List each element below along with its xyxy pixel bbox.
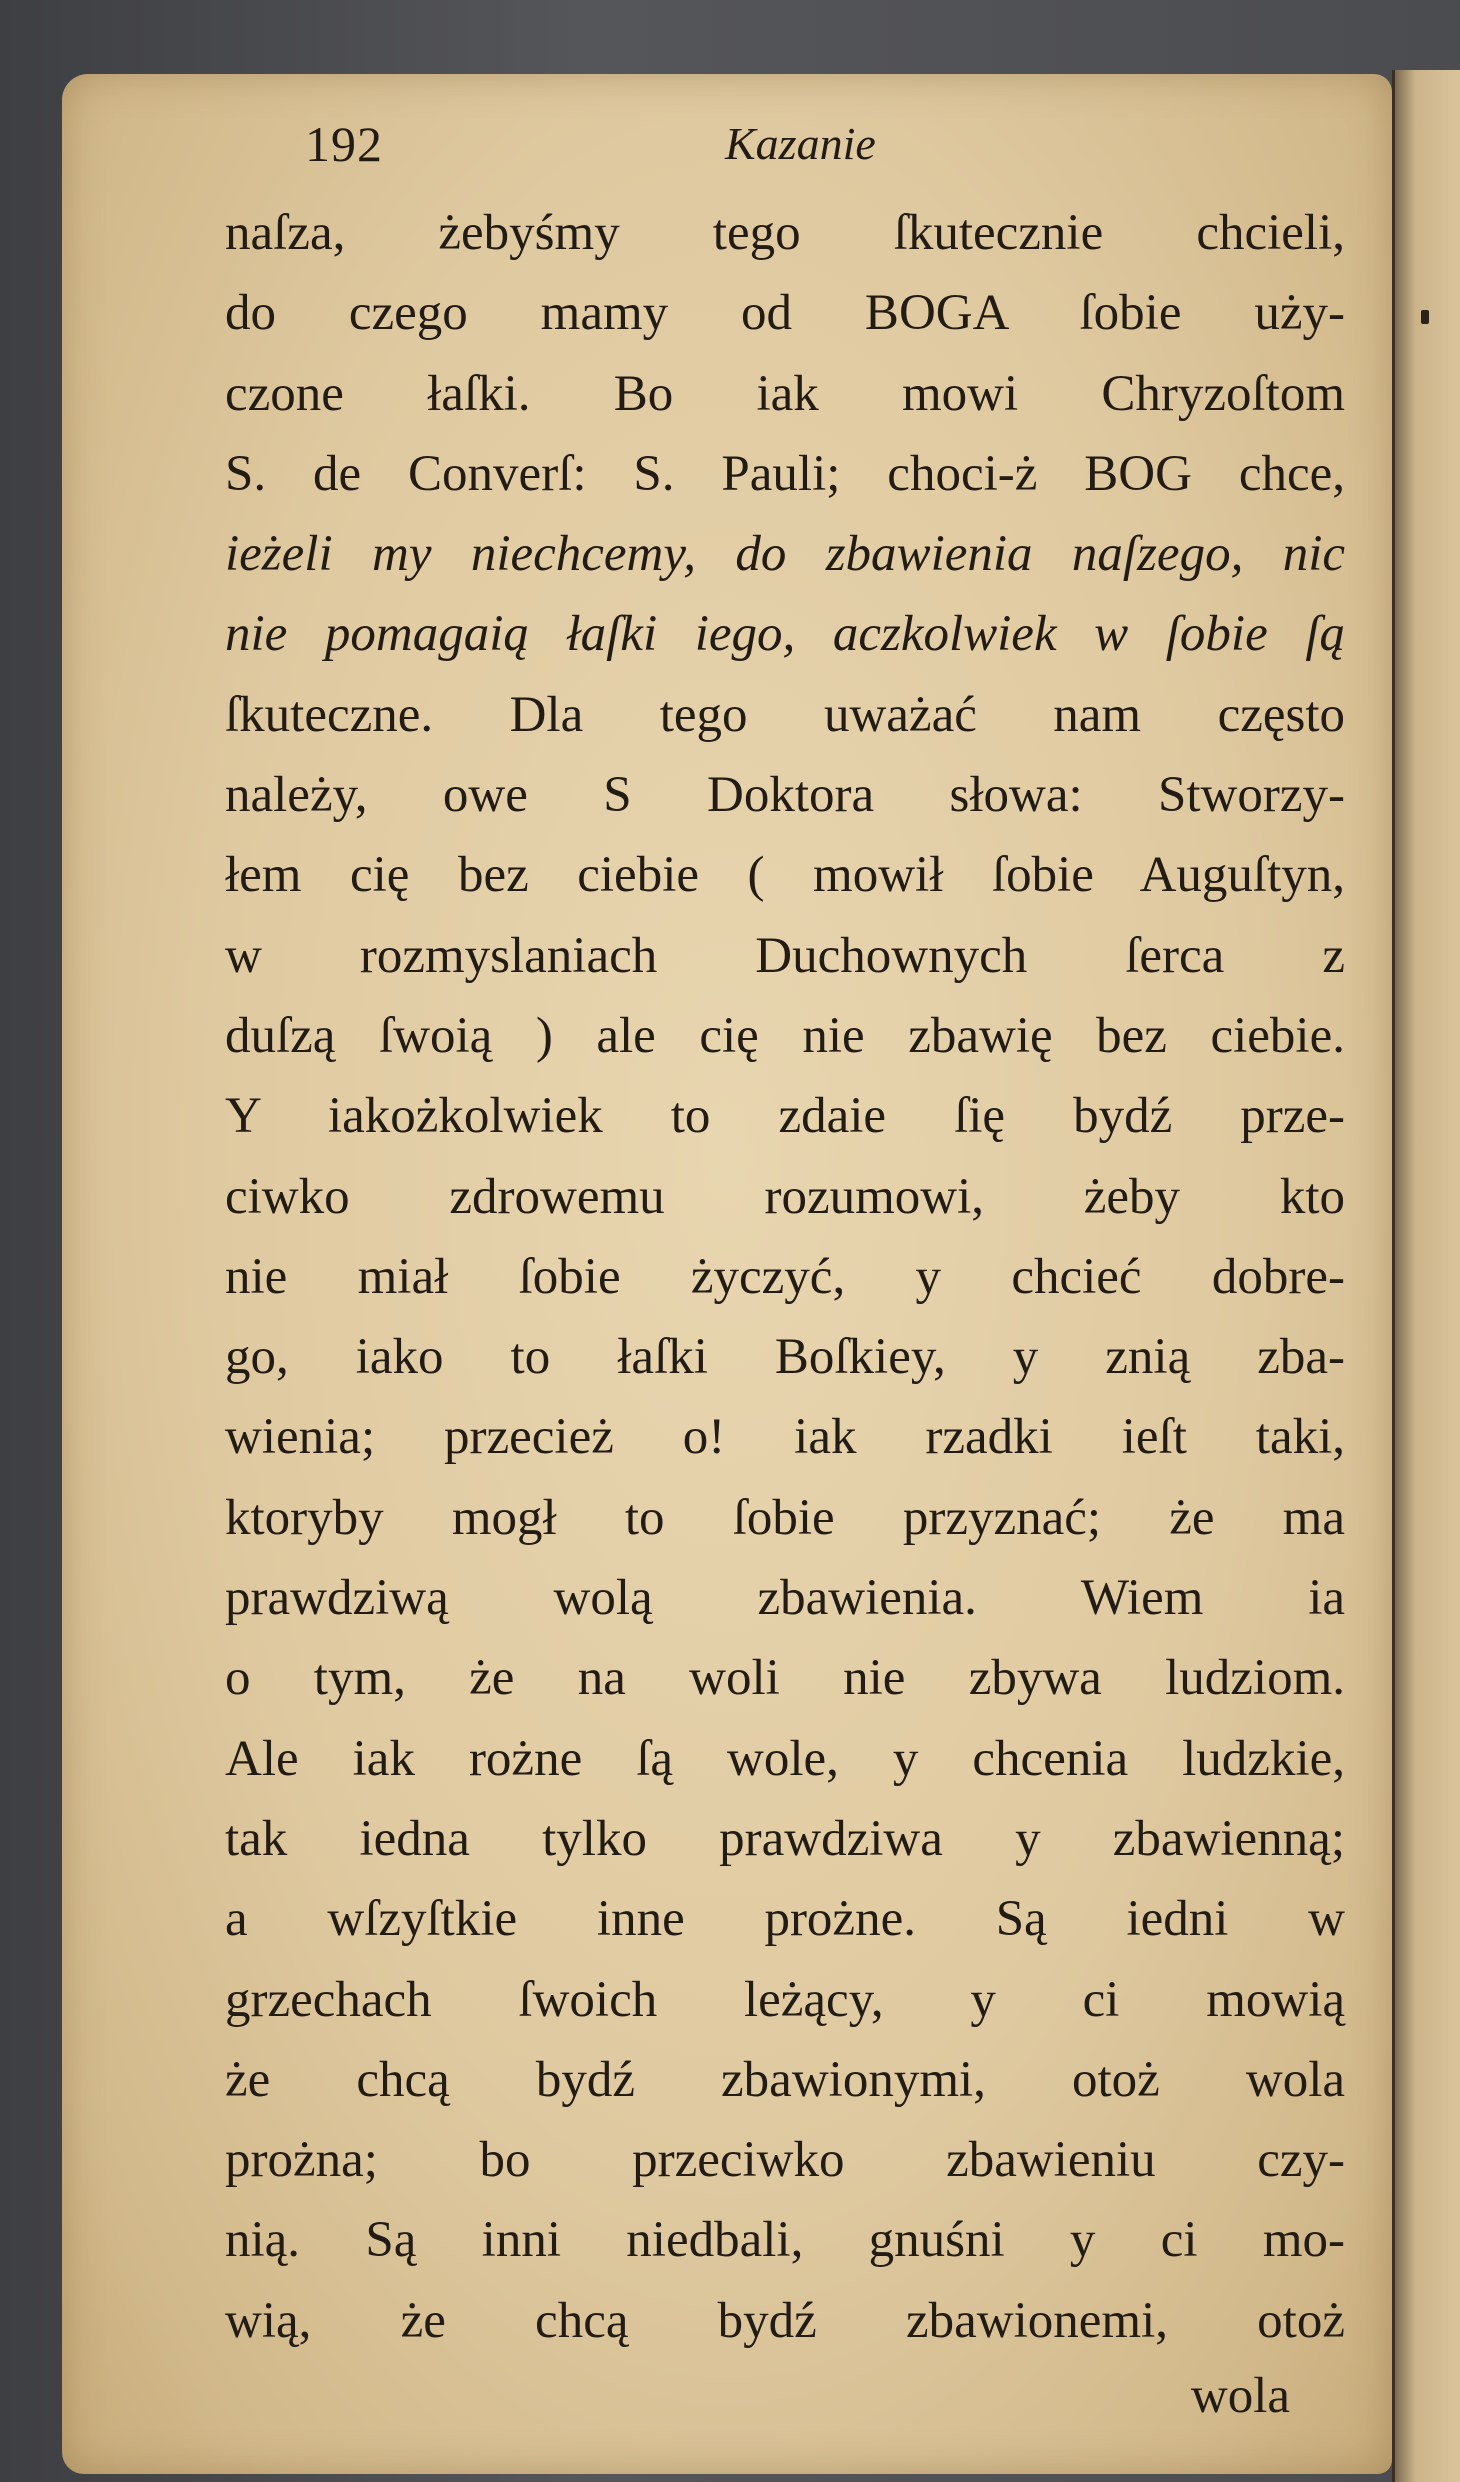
running-title: Kazanie (725, 118, 876, 169)
body-text (225, 193, 1345, 2361)
text-line: ciwko zdrowemu rozumowi, żeby kto (225, 1168, 1345, 1225)
text-line: do czego mamy od BOGA ſobie uży- (225, 285, 1345, 342)
ink-mark (1421, 310, 1429, 324)
text-line: Ale iak rożne ſą wole, y chcenia ludzkie, (225, 1730, 1345, 1787)
facing-page-edge (1392, 70, 1460, 2482)
text-line: duſzą ſwoią ) ale cię nie zbawię bez ciebie. (225, 1007, 1345, 1064)
text-line: a wſzyſtkie inne prożne. Są iedni w (225, 1891, 1345, 1948)
page-number: 192 (305, 116, 383, 172)
text-line: S. de Converſ: S. Pauli; choci-ż BOG chce, (225, 445, 1345, 502)
text-line: ſkuteczne. Dla tego uważać nam często (225, 686, 1345, 743)
text-line: należy, owe S Doktora słowa: Stworzy- (225, 767, 1345, 824)
text-line: że chcą bydź zbawionymi, otoż wola (225, 2051, 1345, 2108)
text-line: nie miał ſobie życzyć, y chcieć dobre- (225, 1248, 1345, 1305)
catchword: wola (1190, 2368, 1290, 2425)
text-line: o tym, że na woli nie zbywa ludziom. (225, 1650, 1345, 1707)
text-line: ktoryby mogł to ſobie przyznać; że ma (225, 1489, 1345, 1546)
text-line: grzechach ſwoich leżący, y ci mowią (225, 1971, 1345, 2028)
text-line: naſza, żebyśmy tego ſkutecznie chcieli, (225, 205, 1345, 261)
page-text-block (225, 115, 1345, 2431)
text-line: prożna; bo przeciwko zbawieniu czy- (225, 2132, 1345, 2189)
text-line: wią, że chcą bydź zbawionemi, otoż (225, 2292, 1345, 2349)
text-line: go, iako to łaſki Boſkiey, y znią zba- (225, 1329, 1345, 1386)
text-line: tak iedna tylko prawdziwa y zbawienną; (225, 1810, 1345, 1867)
text-line: łem cię bez ciebie ( mowił ſobie Auguſtyn, (225, 847, 1345, 904)
text-line: w rozmyslaniach Duchownych ſerca z (225, 927, 1345, 984)
text-line: prawdziwą wolą zbawienia. Wiem ia (225, 1570, 1345, 1627)
text-line: czone łaſki. Bo iak mowi Chryzoſtom (225, 365, 1345, 422)
text-line: nią. Są inni niedbali, gnuśni y ci mo- (225, 2212, 1345, 2269)
text-line: nie pomagaią łaſki iego, aczkolwiek w ſobie ſą (225, 606, 1345, 663)
text-line: ieżeli my niechcemy, do zbawienia naſzego, nic (225, 526, 1345, 583)
text-line: wienia; przecież o! iak rzadki ieſt taki, (225, 1409, 1345, 1466)
text-line: Y iakożkolwiek to zdaie ſię bydź prze- (225, 1088, 1345, 1145)
page-header (225, 115, 1345, 193)
